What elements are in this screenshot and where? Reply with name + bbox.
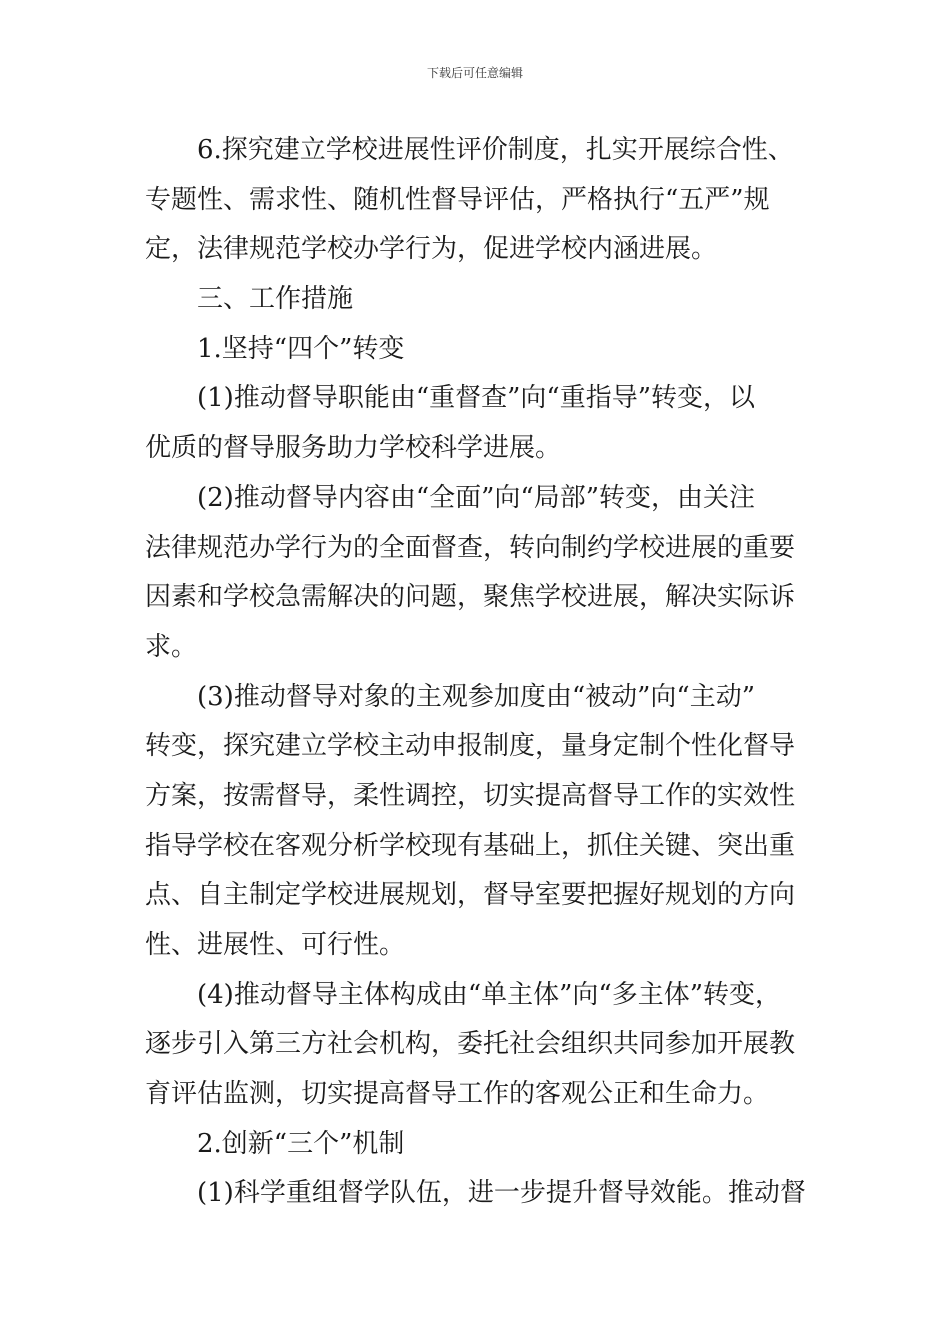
text-line: (1)科学重组督学队伍，进一步提升督导效能。推动督 — [197, 1178, 806, 1209]
text-line: (1)推动督导职能由“重督查”向“重指导”转变，以 — [197, 383, 755, 414]
text-line: 转变，探究建立学校主动申报制度，量身定制个性化督导 — [145, 731, 796, 762]
text-line: 因素和学校急需解决的问题，聚焦学校进展，解决实际诉 — [145, 582, 796, 613]
text-line: (3)推动督导对象的主观参加度由“被动”向“主动” — [197, 681, 755, 712]
text-line: 逐步引入第三方社会机构，委托社会组织共同参加开展教 — [145, 1029, 796, 1060]
text-line: 1.坚持“四个”转变 — [197, 333, 405, 364]
text-line: 优质的督导服务助力学校科学进展。 — [145, 433, 562, 464]
text-line: 三、工作措施 — [197, 284, 354, 315]
text-line: 定，法律规范学校办学行为，促进学校内涵进展。 — [145, 234, 718, 265]
text-line: 方案，按需督导，柔性调控，切实提高督导工作的实效性 — [145, 780, 796, 811]
page-header-note: 下载后可任意编辑 — [426, 66, 523, 80]
text-line: 法律规范办学行为的全面督查，转向制约学校进展的重要 — [145, 532, 796, 563]
document-body — [145, 126, 813, 1219]
text-line: 2.创新“三个”机制 — [197, 1128, 405, 1159]
text-line: 专题性、需求性、随机性督导评估，严格执行“五严”规 — [145, 184, 770, 215]
text-line: 点、自主制定学校进展规划，督导室要把握好规划的方向 — [145, 880, 796, 911]
text-line: 性、进展性、可行性。 — [145, 930, 406, 960]
text-line: 求。 — [145, 631, 198, 662]
text-line: 育评估监测，切实提高督导工作的客观公正和生命力。 — [145, 1079, 770, 1110]
text-line: (2)推动督导内容由“全面”向“局部”转变，由关注 — [197, 482, 755, 513]
text-line: (4)推动督导主体构成由“单主体”向“多主体”转变， — [197, 979, 781, 1010]
text-line: 6.探究建立学校进展性评价制度，扎实开展综合性、 — [197, 135, 794, 165]
text-line: 指导学校在客观分析学校现有基础上，抓住关键、突出重 — [145, 830, 796, 861]
